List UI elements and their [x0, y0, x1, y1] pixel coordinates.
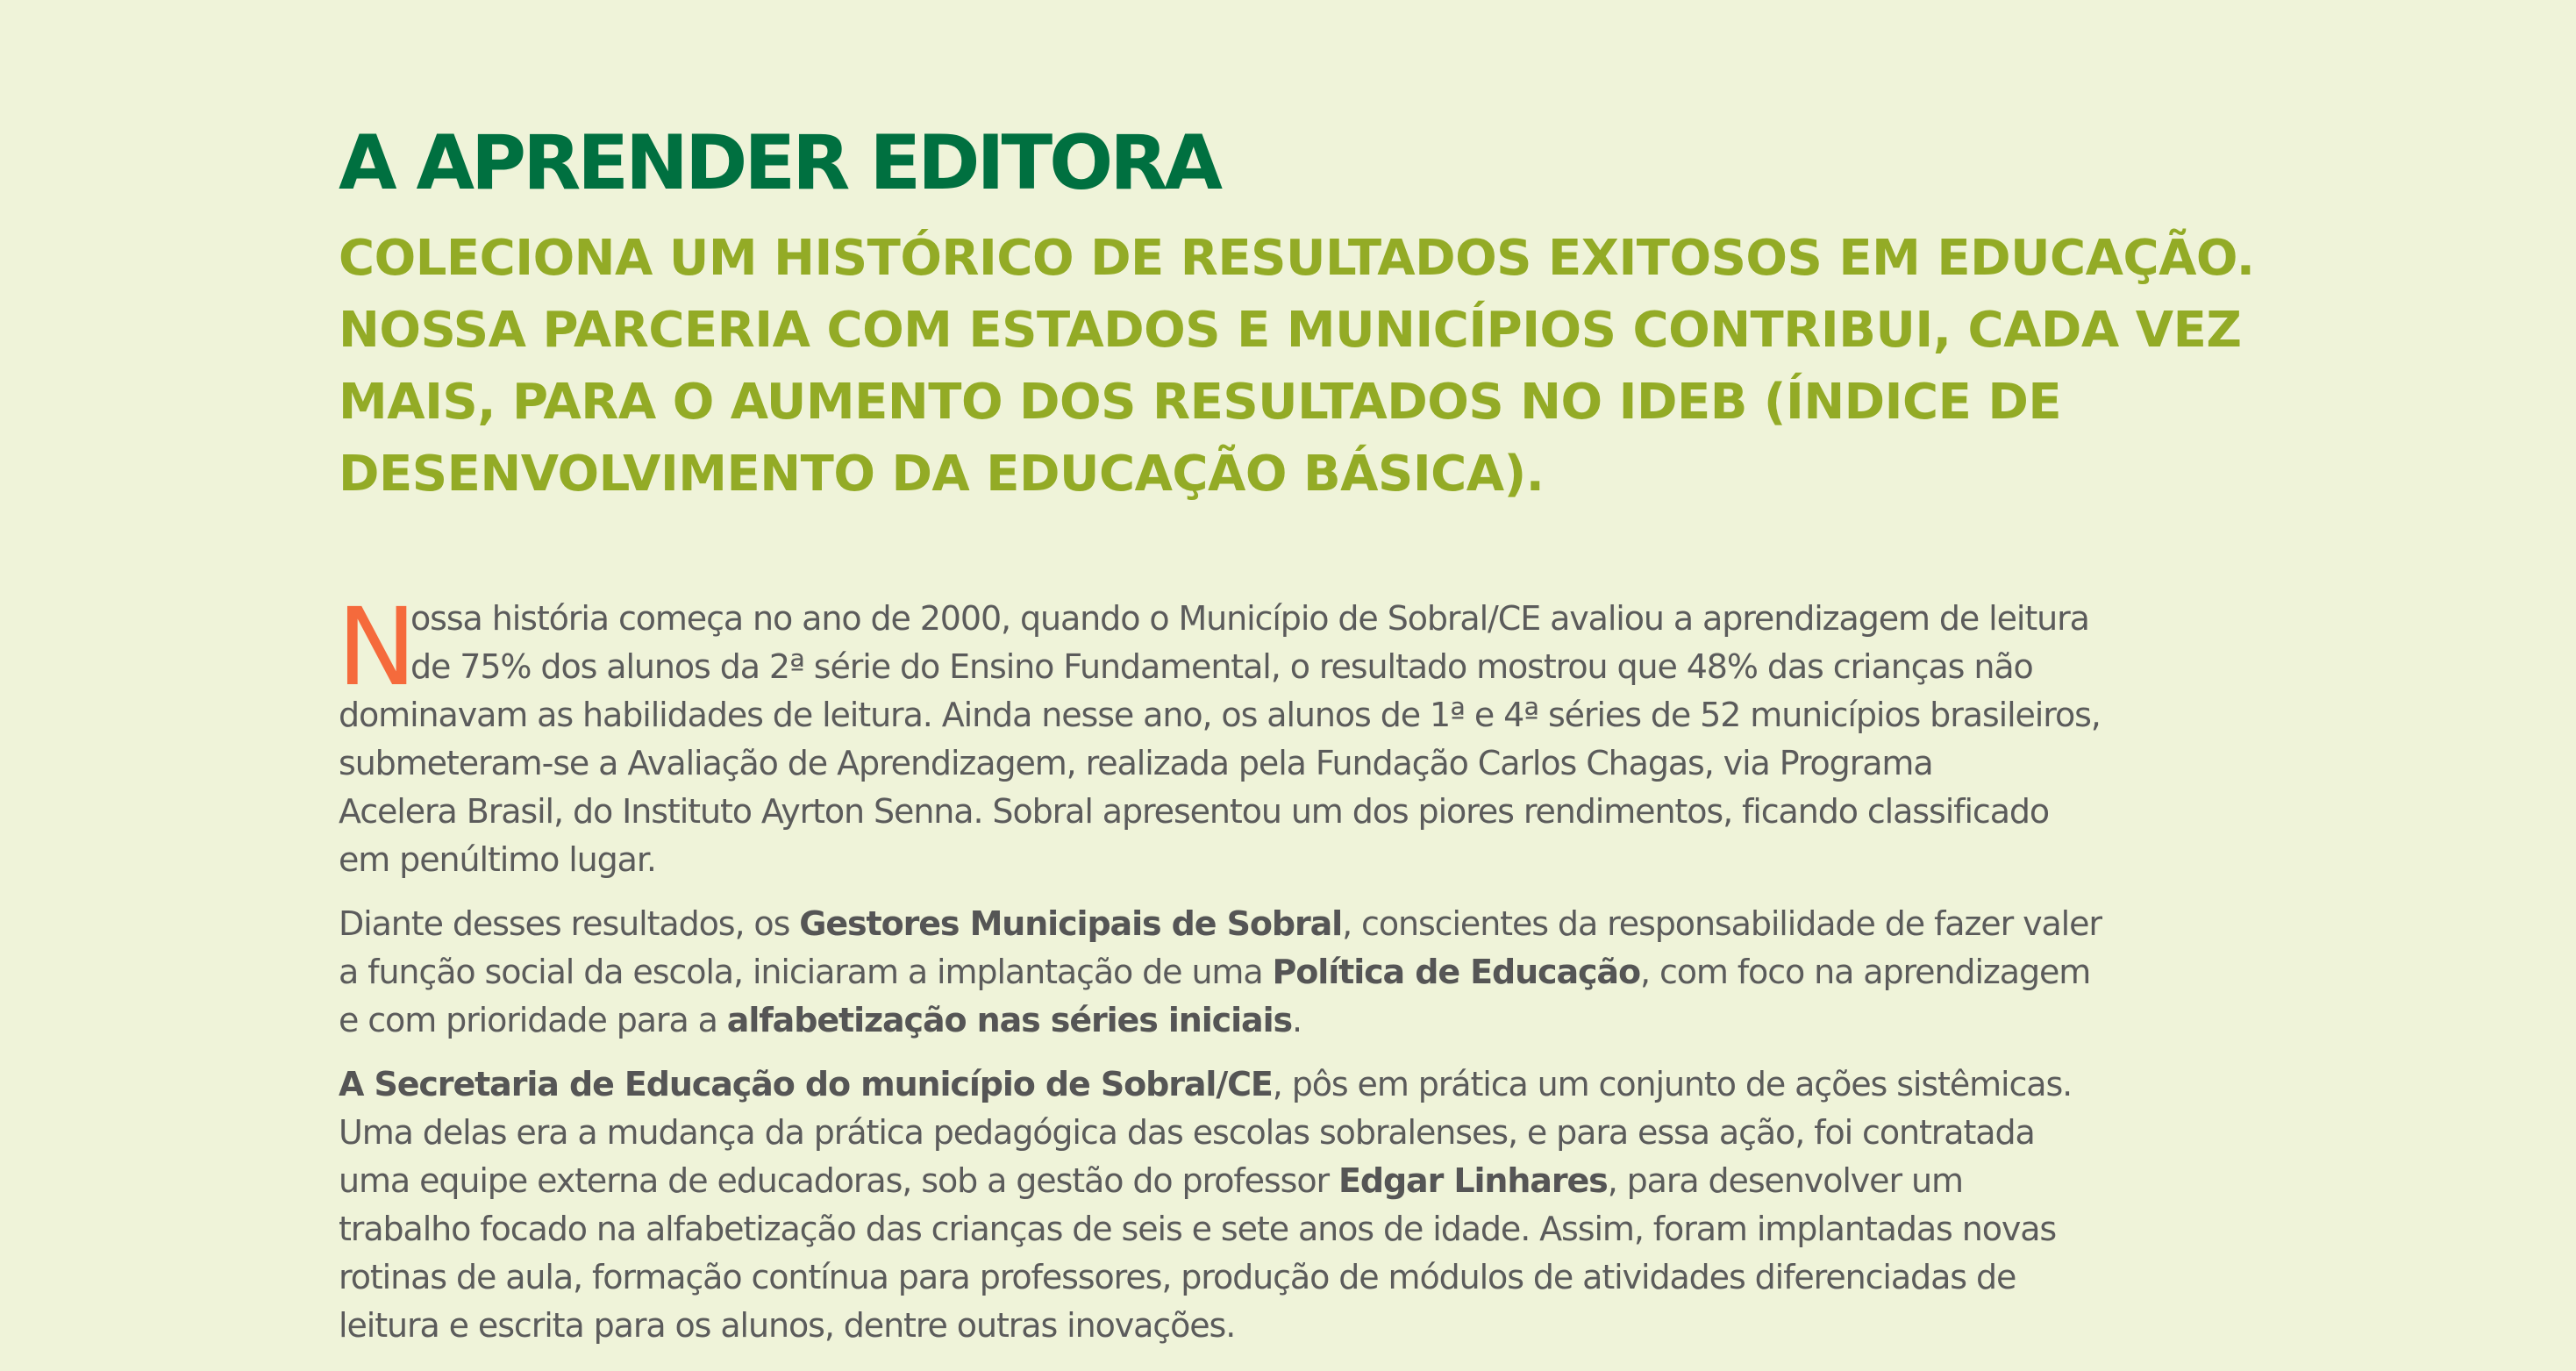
- paragraph-line: em penúltimo lugar.: [339, 840, 656, 879]
- bold-text: Política de Educação: [1272, 953, 1640, 991]
- paragraph-line: [339, 1157, 2268, 1205]
- subtitle-line: MAIS, PARA O AUMENTO DOS RESULTADOS NO IDEB (ÍNDICE DE: [339, 374, 2062, 431]
- bold-text: Edgar Linhares: [1338, 1161, 1608, 1200]
- paragraph-history: [337, 585, 2268, 884]
- paragraph-line: [339, 996, 2268, 1045]
- bold-text: A Secretaria de Educação do município de Sobral/CE: [339, 1065, 1273, 1103]
- line-text: ossa história começa no ano de 2000, quando o Município de Sobral/CE avaliou a aprendizagem de leitura: [410, 599, 2089, 638]
- bold-text: Gestores Municipais de Sobral: [799, 904, 1343, 943]
- line-text: a função social da escola, iniciaram a implantação de uma: [339, 953, 1273, 991]
- paragraph-line: Uma delas era a mudança da prática pedagógica das escolas sobralenses, e para essa ação, foi contratada: [339, 1113, 2035, 1152]
- line-text: , pôs em prática um conjunto de ações sistêmicas.: [1272, 1065, 2073, 1103]
- line-text: Diante desses resultados, os: [339, 904, 800, 943]
- subtitle-line: COLECIONA UM HISTÓRICO DE RESULTADOS EXITOSOS EM EDUCAÇÃO.: [339, 230, 2255, 287]
- subtitle-line: NOSSA PARCERIA COM ESTADOS E MUNICÍPIOS CONTRIBUI, CADA VEZ: [339, 302, 2242, 359]
- paragraph-line: leitura e escrita para os alunos, dentre outras inovações.: [339, 1306, 1236, 1345]
- page-content: [337, 114, 2255, 1366]
- subtitle-line: DESENVOLVIMENTO DA EDUCAÇÃO BÁSICA).: [339, 446, 1545, 503]
- paragraph-secretariat: [339, 1060, 2268, 1350]
- line-text: , conscientes da responsabilidade de fazer valer: [1342, 904, 2101, 943]
- bold-text: alfabetização nas séries iniciais: [726, 1001, 1293, 1039]
- page-title: A APRENDER EDITORA: [339, 119, 1220, 207]
- line-text: , com foco na aprendizagem: [1639, 953, 2091, 991]
- paragraph-line: de 75% dos alunos da 2ª série do Ensino Fundamental, o resultado mostrou que 48% das crianças não: [410, 647, 2033, 686]
- drop-cap: N: [337, 585, 417, 710]
- paragraph-line: submeteram-se a Avaliação de Aprendizagem, realizada pela Fundação Carlos Chagas, via Programa: [339, 744, 1933, 782]
- line-text: .: [1292, 1001, 1302, 1039]
- article-body: [337, 585, 2268, 1350]
- paragraph-line: rotinas de aula, formação contínua para professores, produção de módulos de atividades diferenciadas de: [339, 1258, 2016, 1296]
- line-text: e com prioridade para a: [339, 1001, 727, 1039]
- line-text: uma equipe externa de educadoras, sob a gestão do professor: [339, 1161, 1338, 1200]
- paragraph-line: [339, 900, 2268, 948]
- paragraph-line: [339, 1060, 2268, 1109]
- paragraph-line: trabalho focado na alfabetização das crianças de seis e sete anos de idade. Assim, foram implantadas novas: [339, 1210, 2057, 1248]
- line-text: , para desenvolver um: [1607, 1161, 1963, 1200]
- paragraph-managers: [339, 900, 2268, 1045]
- paragraph-line: dominavam as habilidades de leitura. Ainda nesse ano, os alunos de 1ª e 4ª séries de 52 municípios brasileiros,: [339, 696, 2101, 734]
- paragraph-line: [339, 948, 2268, 996]
- page-subtitle: [339, 212, 2255, 511]
- paragraph-line: Acelera Brasil, do Instituto Ayrton Senna. Sobral apresentou um dos piores rendimentos, ficando classificado: [339, 792, 2050, 831]
